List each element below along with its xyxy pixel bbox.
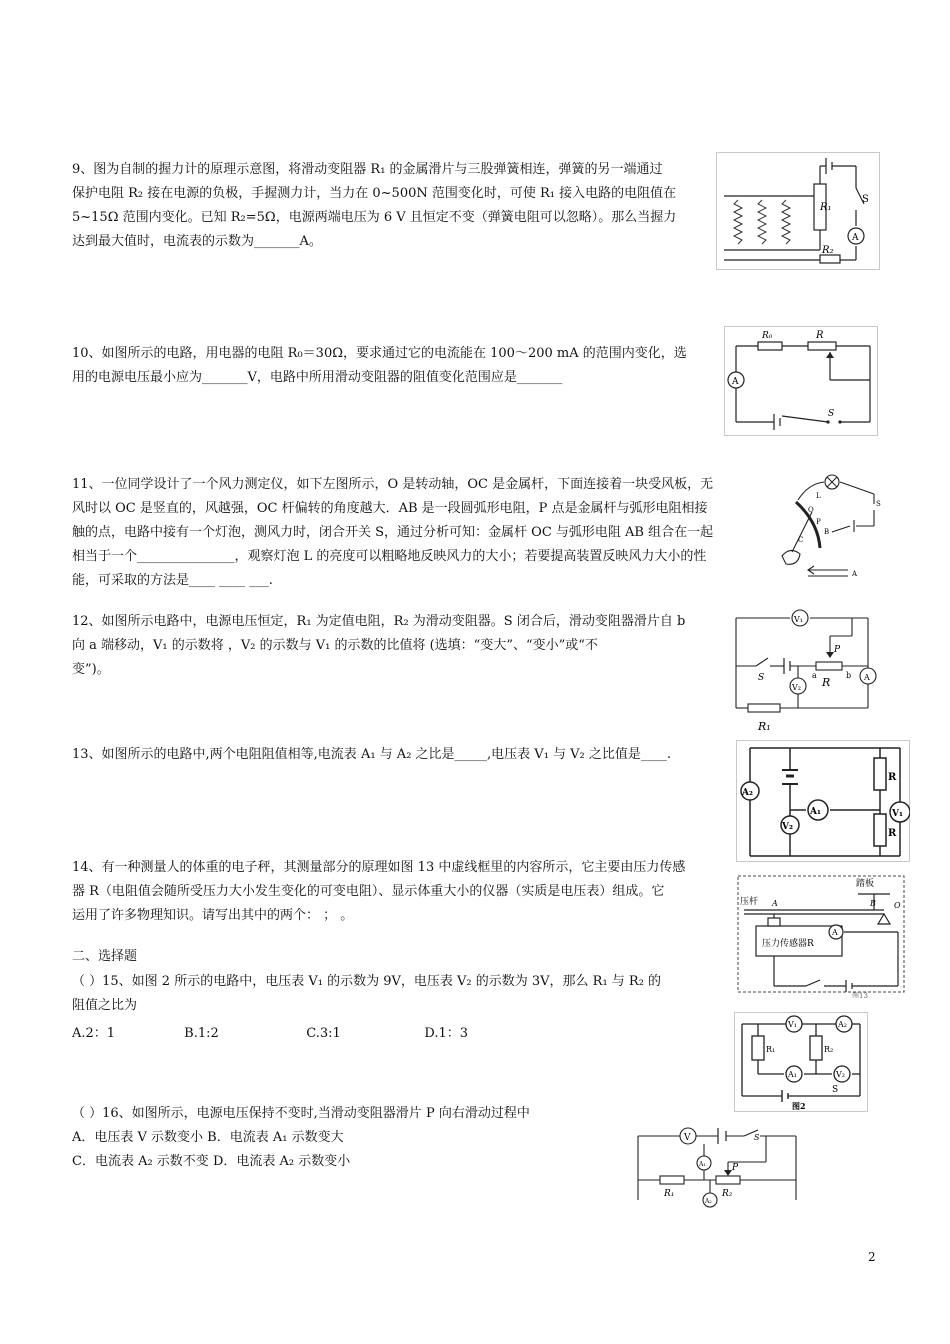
label-b: B [870,899,876,908]
label-l: L [816,492,821,500]
section-heading: 二、选择题 [72,949,138,964]
circuit-diagram-q13 [736,740,910,862]
label-r: R [816,330,824,341]
figure-q10 [724,326,878,436]
label-b-end: b [846,671,852,680]
question-10 [72,342,687,390]
ammeter-a1-label: A₁ [699,1161,706,1168]
q10-line-1: 10、如图所示的电路，用电器的电阻 R₀＝30Ω，要求通过它的电流能在 100～200 mA 的范围内变化，选 [72,346,687,361]
label-p: P [732,1163,739,1173]
ammeter-a2-label: A₂ [838,1020,847,1029]
label-b: B [824,528,830,536]
label-r1: R₁ [820,202,832,213]
q14-line-2: 器 R（电阻值会随所受压力大小发生变化的可变电阻）、显示体重大小的仪器（实质是电压表）组成。它 [72,884,665,899]
figure-q11-wind-meter [768,472,886,580]
q11-line-4: 相当于一个_______________，观察灯泡 L 的亮度可以粗略地反映风力的大小；若要提高装置反映风力大小的性 [72,549,707,564]
label-s: S [758,673,765,683]
q16-line-1: （ ）16、如图所示，电源电压保持不变时,当滑动变阻器滑片 P 向右滑动过程中 [72,1106,530,1121]
q9-line-3: 5~15Ω 范围内变化。已知 R₂=5Ω，电源两端电压为 6 V 且恒定不变（弹簧电阻可以忽略）。那么当握力 [72,210,677,225]
label-lever: 压杆 [740,897,759,907]
circuit-diagram-q10 [724,326,878,436]
q9-line-2: 保护电阻 R₂ 接在电源的负极，手握测力计，当力在 0~500N 范围变化时，可使 R₁ 接入电路的电阻值在 [72,186,677,201]
label-a: A [852,570,858,578]
voltmeter-v2-label: V₂ [782,822,793,832]
q9-line-1: 9、图为自制的握力计的原理示意图，将滑动变阻器 R₁ 的金属滑片与三股弹簧相连，弹簧的另一端通过 [72,162,663,177]
question-16 [72,1102,530,1174]
q16-line-3: C．电流表 A₂ 示数不变 D．电流表 A₂ 示数变小 [72,1154,351,1169]
label-c: C [798,536,804,544]
q16-line-2: A．电压表 V 示数变小 B．电流表 A₁ 示数变大 [72,1130,344,1145]
q15-options [72,1022,661,1046]
ammeter-label: A [852,233,859,243]
voltmeter-v2-label: V₂ [792,683,801,692]
ammeter-label: A [732,377,739,387]
label-r1: R₁ [664,1189,675,1199]
label-r2: R₂ [824,1045,834,1054]
q11-line-1: 11、一位同学设计了一个风力测定仪，如下左图所示，O 是转动轴，OC 是金属杆，下面连接着一块受风板，无 [72,477,714,492]
figure-q13 [736,740,910,862]
circuit-diagram-q14 [734,872,908,998]
label-r2: R₂ [822,245,834,256]
ammeter-a2-label: A₂ [705,1198,712,1205]
circuit-diagram-q12 [732,606,880,736]
voltmeter-v2-label: V₂ [836,1070,845,1079]
label-p: P [816,518,821,526]
voltmeter-v1-label: V₁ [788,1020,797,1029]
voltmeter-label: V [684,1133,691,1143]
q12-line-2: 向 a 端移动，V₁ 的示数将 ，V₂ 的示数与 V₁ 的示数的比值将 (选填：“变大”、“变小”或“不 [72,638,598,653]
question-13 [72,743,671,767]
q10-line-2: 用的电源电压最小应为_______V，电路中所用滑动变阻器的阻值变化范围应是_______ [72,370,563,385]
ammeter-a2-label: A₂ [742,788,753,798]
label-r: R [822,676,831,689]
figure-caption: 图13 [852,992,868,998]
option-b[interactable]: B.1:2 [184,1026,219,1041]
q15-line-2: 阻值之比为 [72,998,138,1013]
q11-line-3: 触的点，电路中接有一个灯泡，测风力时，闭合开关 S，通过分析可知：金属杆 OC 与弧形电阻 AB 组合在一起 [72,525,714,540]
q11-line-5: 能，可采取的方法是____ ____ ___. [72,573,273,588]
label-s: S [862,194,869,205]
option-a[interactable]: A.2：1 [72,1026,116,1041]
q12-line-1: 12、如图所示电路中，电源电压恒定，R₁ 为定值电阻，R₂ 为滑动变阻器。S 闭合后，滑动变阻器滑片自 b [72,614,686,629]
label-s: S [828,409,835,419]
figure-q15 [734,1012,868,1112]
meter-label: A [832,928,838,937]
q14-line-3: 运用了许多物理知识。请写出其中的两个： ； 。 [72,908,354,923]
figure-q14-scale [734,872,908,998]
question-14 [72,856,685,928]
label-pedal: 踏板 [856,879,875,889]
circuit-diagram-q11 [768,472,886,580]
label-r1: R₁ [758,720,771,733]
voltmeter-v1-label: V₁ [794,615,803,624]
label-a-end: a [812,671,817,680]
option-d[interactable]: D.1：3 [424,1026,469,1041]
label-a: A [772,899,778,908]
label-s: S [832,1085,839,1095]
label-sensor: 压力传感器R [762,939,814,949]
label-p: P [834,645,841,655]
q13-line-1: 13、如图所示的电路中,两个电阻阻值相等,电流表 A₁ 与 A₂ 之比是_____,电压表 V₁ 与 V₂ 之比值是____. [72,747,672,762]
q9-line-4: 达到最大值时，电流表的示数为_______A。 [72,234,322,249]
label-r1: R₁ [766,1045,776,1054]
label-o: O [894,901,901,910]
question-12 [72,610,685,682]
circuit-diagram-q9 [716,152,880,270]
ammeter-a1-label: A₁ [788,1070,797,1079]
figure-caption: 图2 [792,1101,806,1111]
q15-line-1: （ ）15、如图 2 所示的电路中，电压表 V₁ 的示数为 9V，电压表 V₂ 的示数为 3V，那么 R₁ 与 R₂ 的 [72,974,662,989]
figure-q12 [732,606,880,736]
label-o: O [808,506,814,514]
question-11 [72,473,713,593]
figure-q16 [636,1124,800,1212]
label-r-bottom: R [888,828,897,839]
label-r2: R₂ [722,1189,733,1199]
voltmeter-v1-label: V₁ [892,809,903,819]
option-c[interactable]: C.3:1 [306,1026,341,1041]
figure-q9-grip-meter [716,152,880,270]
label-s: S [876,500,881,508]
label-r-top: R [888,772,897,783]
label-r0: R₀ [762,331,773,341]
ammeter-label: A [864,673,870,682]
q14-line-1: 14、有一种测量人的体重的电子秤，其测量部分的原理如图 13 中虚线框里的内容所示，它主要由压力传感 [72,860,686,875]
label-s: S [754,1133,760,1142]
ammeter-a1-label: A₁ [810,807,821,817]
circuit-diagram-q15 [734,1012,868,1112]
page-number: 2 [868,1250,876,1264]
q12-line-3: 变”)。 [72,662,110,677]
circuit-diagram-q16 [636,1124,800,1212]
q11-line-2: 风时以 OC 是竖直的，风越强，OC 杆偏转的角度越大．AB 是一段圆弧形电阻，P 点是金属杆与弧形电阻相接 [72,501,708,516]
question-9 [72,158,676,254]
question-15 [72,970,661,1046]
